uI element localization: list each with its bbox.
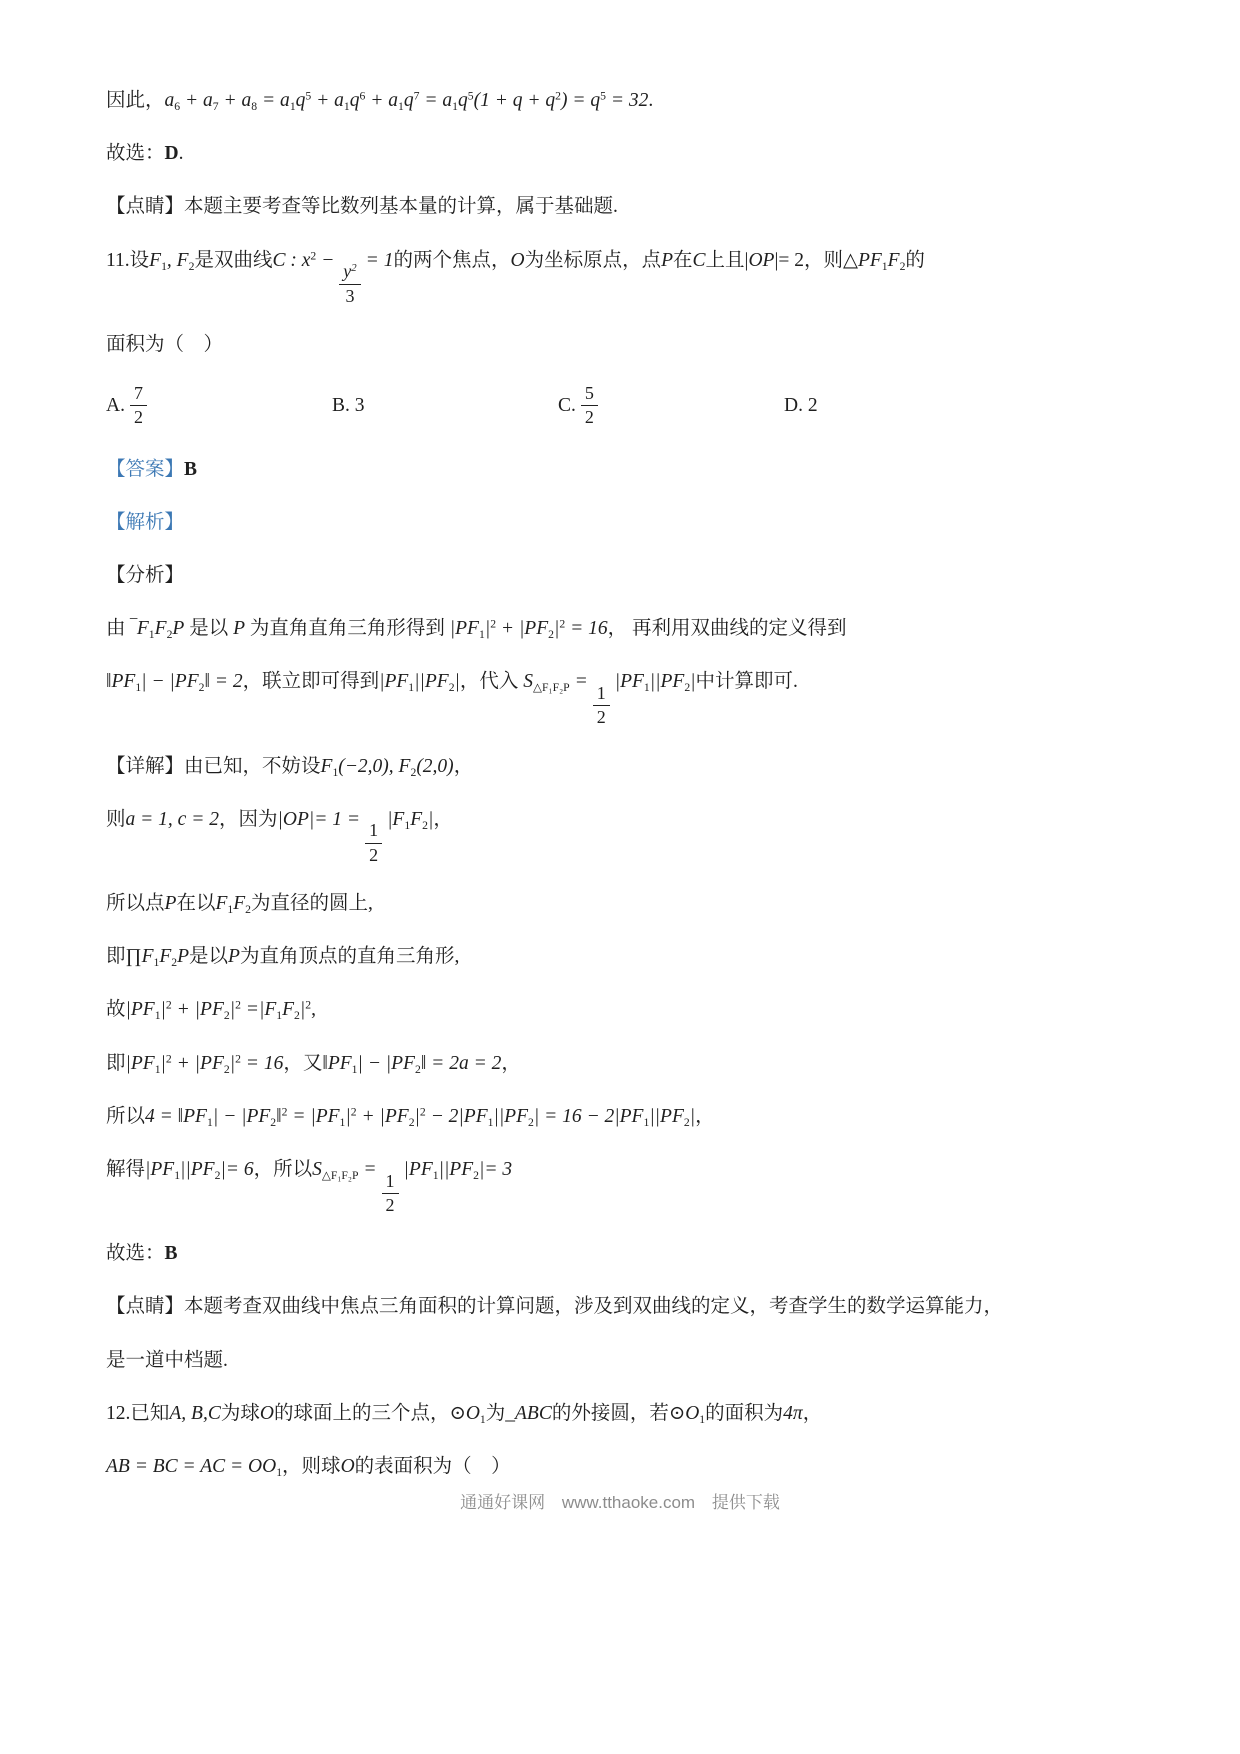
text-run: 为直径的圆上, <box>250 892 373 914</box>
subscript: 1 <box>699 1412 706 1426</box>
subscript: 2 <box>294 1009 300 1023</box>
subscript: 1 <box>343 100 350 114</box>
page-footer <box>0 1488 1240 1513</box>
section-label: 【解析】 <box>106 511 185 533</box>
subscript: 2 <box>408 1115 415 1129</box>
q11-answer-line <box>106 1239 1132 1269</box>
q11-stem-line1 <box>106 246 1132 307</box>
math-run: $F_1F_2P$ <box>136 618 185 642</box>
fraction-numerator: 5 <box>581 383 598 406</box>
subscript: 1 <box>643 681 650 695</box>
q11-detail-line4 <box>106 942 1132 972</box>
subscript: 1 <box>227 903 234 916</box>
subscript: 1 <box>289 100 296 114</box>
subscript: 2 <box>473 1169 479 1183</box>
text-run: ，所以 <box>253 1159 313 1180</box>
text-run: ， <box>695 1105 715 1127</box>
subscript: 1 <box>332 765 339 779</box>
fraction <box>130 383 147 428</box>
subscript: 2 <box>899 259 906 273</box>
text-run: 为直角顶点的直角三角形, <box>239 946 460 968</box>
superscript: 5 <box>305 89 312 103</box>
subscript: 2 <box>188 259 195 273</box>
text-run: 则 <box>106 808 126 830</box>
text-run: 是双曲线 <box>194 249 273 271</box>
fraction-denominator: 2 <box>133 407 143 428</box>
subscript: 1 <box>479 1412 486 1426</box>
subscript: 1 <box>153 956 160 970</box>
text-run: 的外接圆，若⊙ <box>551 1402 686 1424</box>
q12-stem-line1 <box>106 1399 1132 1429</box>
text-run: 的 <box>905 249 925 271</box>
fraction <box>382 1171 399 1216</box>
subscript: 2 <box>684 681 691 695</box>
q11-detail-line2 <box>106 805 1132 866</box>
math-run: $F_1(-2,0)$, $F_2(2,0)$ <box>320 755 454 779</box>
text-run: . <box>648 90 654 111</box>
text-run: 故 <box>106 999 126 1021</box>
q12-stem-line2 <box>106 1452 1132 1482</box>
superscript: 2 <box>235 998 241 1012</box>
text-run: 为球 <box>220 1402 260 1424</box>
subscript: 2 <box>414 1062 421 1076</box>
subscript: 2 <box>683 1115 690 1129</box>
text-run: 在以 <box>176 892 216 914</box>
text-run: ，又 <box>283 1052 323 1074</box>
superscript: 5 <box>467 89 474 103</box>
subscript: 1 <box>154 1062 161 1076</box>
superscript: 7 <box>413 89 420 103</box>
text-run: 11.设 <box>106 249 150 271</box>
superscript: 2 <box>350 1105 357 1119</box>
footer-suffix: 提供下载 <box>711 1493 780 1512</box>
subscript: 1 <box>452 100 458 114</box>
fraction-denominator: 2 <box>584 407 594 428</box>
math-run: $|PF_1||PF_2|= 3$ <box>403 1159 513 1183</box>
fraction-numerator: 7 <box>130 383 147 406</box>
q11-detail-line1 <box>106 752 1132 782</box>
subscript: △F₁F₂P <box>533 681 570 695</box>
fraction-numerator: 1 <box>593 683 610 706</box>
subscript: 2 <box>270 1115 277 1129</box>
fraction-numerator: $y^2$ <box>339 261 360 284</box>
text-run: A. <box>106 394 125 416</box>
superscript: 2 <box>310 249 317 263</box>
option-a <box>106 383 332 428</box>
text-run: 的球面上的三个点，⊙ <box>273 1402 466 1424</box>
subscript: 1 <box>408 681 415 695</box>
text-run: ， <box>501 1052 521 1074</box>
subscript: 1 <box>478 628 485 642</box>
subscript: 2 <box>166 628 173 642</box>
subscript: 2 <box>422 818 428 832</box>
superscript: 2 <box>555 89 561 103</box>
math-run: P <box>661 249 673 271</box>
q11-detail-line5 <box>106 995 1132 1025</box>
fraction <box>581 383 598 428</box>
text-run: D. 2 <box>784 394 818 416</box>
text-run: 在 <box>673 249 693 271</box>
text-run: 所以点 <box>106 892 165 914</box>
math-run: C : $x^2$ − <box>272 249 335 271</box>
text-run: B. 3 <box>332 394 365 416</box>
superscript: 2 <box>559 617 566 631</box>
subscript: △F₁F₂P <box>321 1169 359 1183</box>
text-run: ，则球 <box>282 1456 341 1478</box>
text-run: ， <box>802 1402 823 1424</box>
text-run: 故选： <box>106 143 165 165</box>
superscript: 2 <box>419 1105 426 1119</box>
math-run: C <box>692 249 706 271</box>
text-run: 的表面积为（ ） <box>354 1456 511 1478</box>
math-run: $‖PF_1|$ − $|PF_2‖ = 2$ <box>106 671 243 695</box>
math-run: $F_1F_2$ <box>215 892 251 916</box>
text-run: 即 <box>106 1052 126 1074</box>
subscript: 1 <box>432 1169 439 1183</box>
subscript: 1 <box>404 818 411 832</box>
text-run: , <box>311 999 316 1021</box>
math-run: a = 1, c = 2 <box>125 808 219 830</box>
subscript: 1 <box>276 1466 283 1480</box>
subscript: 7 <box>212 100 219 114</box>
text-run: 的两个焦点， <box>393 249 511 271</box>
subscript: 1 <box>154 1009 161 1023</box>
q10-answer-line <box>106 139 1132 169</box>
text-run: 为_ <box>485 1402 516 1424</box>
q11-analysis-label <box>106 508 1132 538</box>
math-run: O <box>340 1456 355 1478</box>
math-run: $O_1$ <box>465 1402 486 1426</box>
math-run: $F_1F_2P$ <box>141 946 190 970</box>
fraction-denominator: 3 <box>345 285 355 306</box>
subscript: 1 <box>276 1009 283 1023</box>
math-run: $|PF_1|^2 + |PF_2|^2 =|F_1F_2|^2$ <box>125 998 312 1023</box>
superscript: 2 <box>281 1105 288 1119</box>
math-run: $a_6 + a_7 + a_8 = a_1q^5 + a_1q^6 + a_1q^7 = a_1q^5(1 + q + q^2) = q^5 = 32$ <box>164 89 649 114</box>
superscript: 2 <box>165 1052 172 1066</box>
subscript: 1 <box>398 100 404 114</box>
math-run: |OP|= 1 = <box>277 808 361 830</box>
math-run: OP <box>748 249 775 271</box>
q11-detail-line7 <box>106 1102 1132 1132</box>
fraction <box>365 820 382 865</box>
q11-detail-line6 <box>106 1049 1132 1079</box>
fraction-numerator: 1 <box>382 1171 399 1194</box>
text-run: 面积为（ ） <box>106 333 224 355</box>
q11-analysis-line1 <box>106 614 1132 644</box>
math-run: $|PF_1|^2 + |PF_2|^2 = 16$ <box>125 1052 284 1076</box>
text-run: 故选： <box>106 1243 165 1265</box>
math-run: $F_1$, $F_2$ <box>149 249 195 273</box>
fraction-denominator: 2 <box>369 844 379 865</box>
q11-stem-line2 <box>106 330 1132 360</box>
subscript: 2 <box>223 1009 230 1023</box>
math-run: O <box>510 249 525 271</box>
subscript: 2 <box>548 628 554 642</box>
subscript: 1 <box>487 1115 494 1129</box>
text-run: 12.已知 <box>106 1402 170 1424</box>
subscript: 2 <box>198 681 205 695</box>
subscript: 1 <box>351 1062 358 1076</box>
subscript: 8 <box>251 100 258 114</box>
math-run: $4 = ‖PF_1|$ − $|PF_2‖^2 = |PF_1|^2 + |PF_2|^2 - 2|PF_1||PF_2| = 16 - 2|PF_1||PF_2|$ <box>145 1105 696 1129</box>
subscript: 1 <box>135 681 142 695</box>
math-run: P <box>228 946 240 968</box>
text-run: ，联立即可得到 <box>242 671 380 693</box>
text-run: 上且| <box>705 249 749 271</box>
math-run: $‖PF_1|$ − $|PF_2‖ = 2a = 2$ <box>322 1052 502 1076</box>
q11-method-label <box>106 561 1132 591</box>
text-run: 【详解】由已知，不妨设 <box>106 755 321 777</box>
q11-comment-line1 <box>106 1292 1132 1322</box>
fraction-denominator: 2 <box>385 1194 395 1215</box>
footer-site-name: 通通好课网 <box>460 1493 546 1512</box>
math-run: $S_{\triangle F_1F_2P}$ = <box>312 1159 377 1183</box>
subscript: 2 <box>448 681 455 695</box>
subscript: 1 <box>206 1115 213 1129</box>
subscript: 1 <box>174 1169 181 1183</box>
option-c <box>558 383 784 428</box>
bold-answer-text: D <box>164 143 179 165</box>
bold-answer-text: B <box>164 1243 178 1265</box>
fraction <box>593 683 610 728</box>
subscript: 1 <box>643 1115 650 1129</box>
subscript: 1 <box>148 628 155 642</box>
text-run: ， 再利用双曲线的定义得到 <box>607 618 847 640</box>
text-run: 是以 <box>189 946 229 968</box>
superscript: 2 <box>490 617 497 631</box>
math-run: $PF_1F_2$ <box>857 249 906 273</box>
fraction-numerator: 1 <box>365 820 382 843</box>
section-label: 【答案】 <box>106 458 185 480</box>
subscript: 2 <box>171 956 178 970</box>
q10-solution-line <box>106 86 1132 116</box>
text-run: 由 ‾ <box>106 618 137 640</box>
fraction <box>339 261 360 306</box>
subscript: 1 <box>339 1115 346 1129</box>
superscript: 2 <box>235 1052 241 1066</box>
text-run: 【点睛】本题主要考查等比数列基本量的计算，属于基础题. <box>106 196 618 218</box>
text-run: C. <box>558 394 576 416</box>
superscript: 2 <box>305 998 312 1012</box>
math-run: $O_1$ <box>685 1402 706 1426</box>
text-run: ，因为 <box>219 808 278 830</box>
subscript: 2 <box>410 765 417 779</box>
math-run: 4π <box>783 1402 803 1424</box>
subscript: 2 <box>528 1115 534 1129</box>
text-run: 是一道中档题. <box>106 1349 228 1371</box>
text-run: ， <box>433 808 453 830</box>
math-run: A, B,C <box>169 1402 221 1424</box>
subscript: 2 <box>223 1062 230 1076</box>
text-run: 的面积为 <box>705 1402 784 1424</box>
bold-answer-text: B <box>184 458 198 480</box>
math-run: $|F_1F_2|$ <box>387 808 434 832</box>
math-run: $|PF_1||PF_2|= 6$ <box>145 1159 254 1183</box>
subscript: 1 <box>161 259 167 273</box>
text-run: . <box>178 143 184 165</box>
option-d <box>784 391 1010 421</box>
math-run: AB = BC = AC = $OO_1$ <box>106 1456 283 1480</box>
text-run: ，代入 <box>459 671 524 693</box>
math-run: P <box>164 892 177 914</box>
text-run: 中计算即可. <box>695 671 798 693</box>
subscript: 6 <box>174 100 181 114</box>
text-run: 因此， <box>106 90 165 111</box>
fraction-denominator: 2 <box>596 707 606 728</box>
q11-analysis-line2 <box>106 667 1132 728</box>
math-run: $|PF_1|^2 + |PF_2|^2 = 16$ <box>449 617 608 642</box>
text-run: 解得 <box>106 1159 146 1180</box>
math-run: O <box>259 1402 274 1424</box>
text-run: 【分析】 <box>106 564 185 586</box>
subscript: 2 <box>214 1169 221 1183</box>
text-run: 所以 <box>106 1105 146 1127</box>
footer-url: www.tthaoke.com <box>561 1493 696 1512</box>
q11-comment-line2 <box>106 1346 1132 1376</box>
subscript: 1 <box>881 259 888 273</box>
superscript: 5 <box>600 89 606 103</box>
math-run: $|PF_1||PF_2|$ <box>379 671 460 695</box>
text-run: 是以 <box>184 618 234 640</box>
q10-comment <box>106 192 1132 222</box>
math-run: P <box>233 618 246 640</box>
text-run: 为直角直角三角形得到 <box>245 618 450 640</box>
text-run: ， <box>453 755 474 777</box>
option-b <box>332 391 558 421</box>
text-run: 为坐标原点，点 <box>524 249 662 271</box>
subscript: 2 <box>245 903 251 916</box>
superscript: 2 <box>165 998 172 1012</box>
text-run: 【点睛】本题考查双曲线中焦点三角面积的计算问题，涉及到双曲线的定义，考查学生的数学运算能力， <box>106 1296 1004 1318</box>
math-run: = 1 <box>365 249 394 271</box>
text-run: |= 2，则△ <box>774 249 858 271</box>
q11-answer <box>106 455 1132 485</box>
math-run: $S_{\triangle F_1F_2P}$ = <box>523 671 588 695</box>
q11-detail-line8 <box>106 1155 1132 1216</box>
superscript: 2 <box>351 262 357 275</box>
q11-detail-line3 <box>106 889 1132 919</box>
text-run: 即∏ <box>106 946 142 968</box>
superscript: 6 <box>359 89 366 103</box>
q11-options <box>106 383 1132 428</box>
math-run: $|PF_1||PF_2|$ <box>614 671 696 695</box>
math-run: ABC <box>515 1402 552 1424</box>
